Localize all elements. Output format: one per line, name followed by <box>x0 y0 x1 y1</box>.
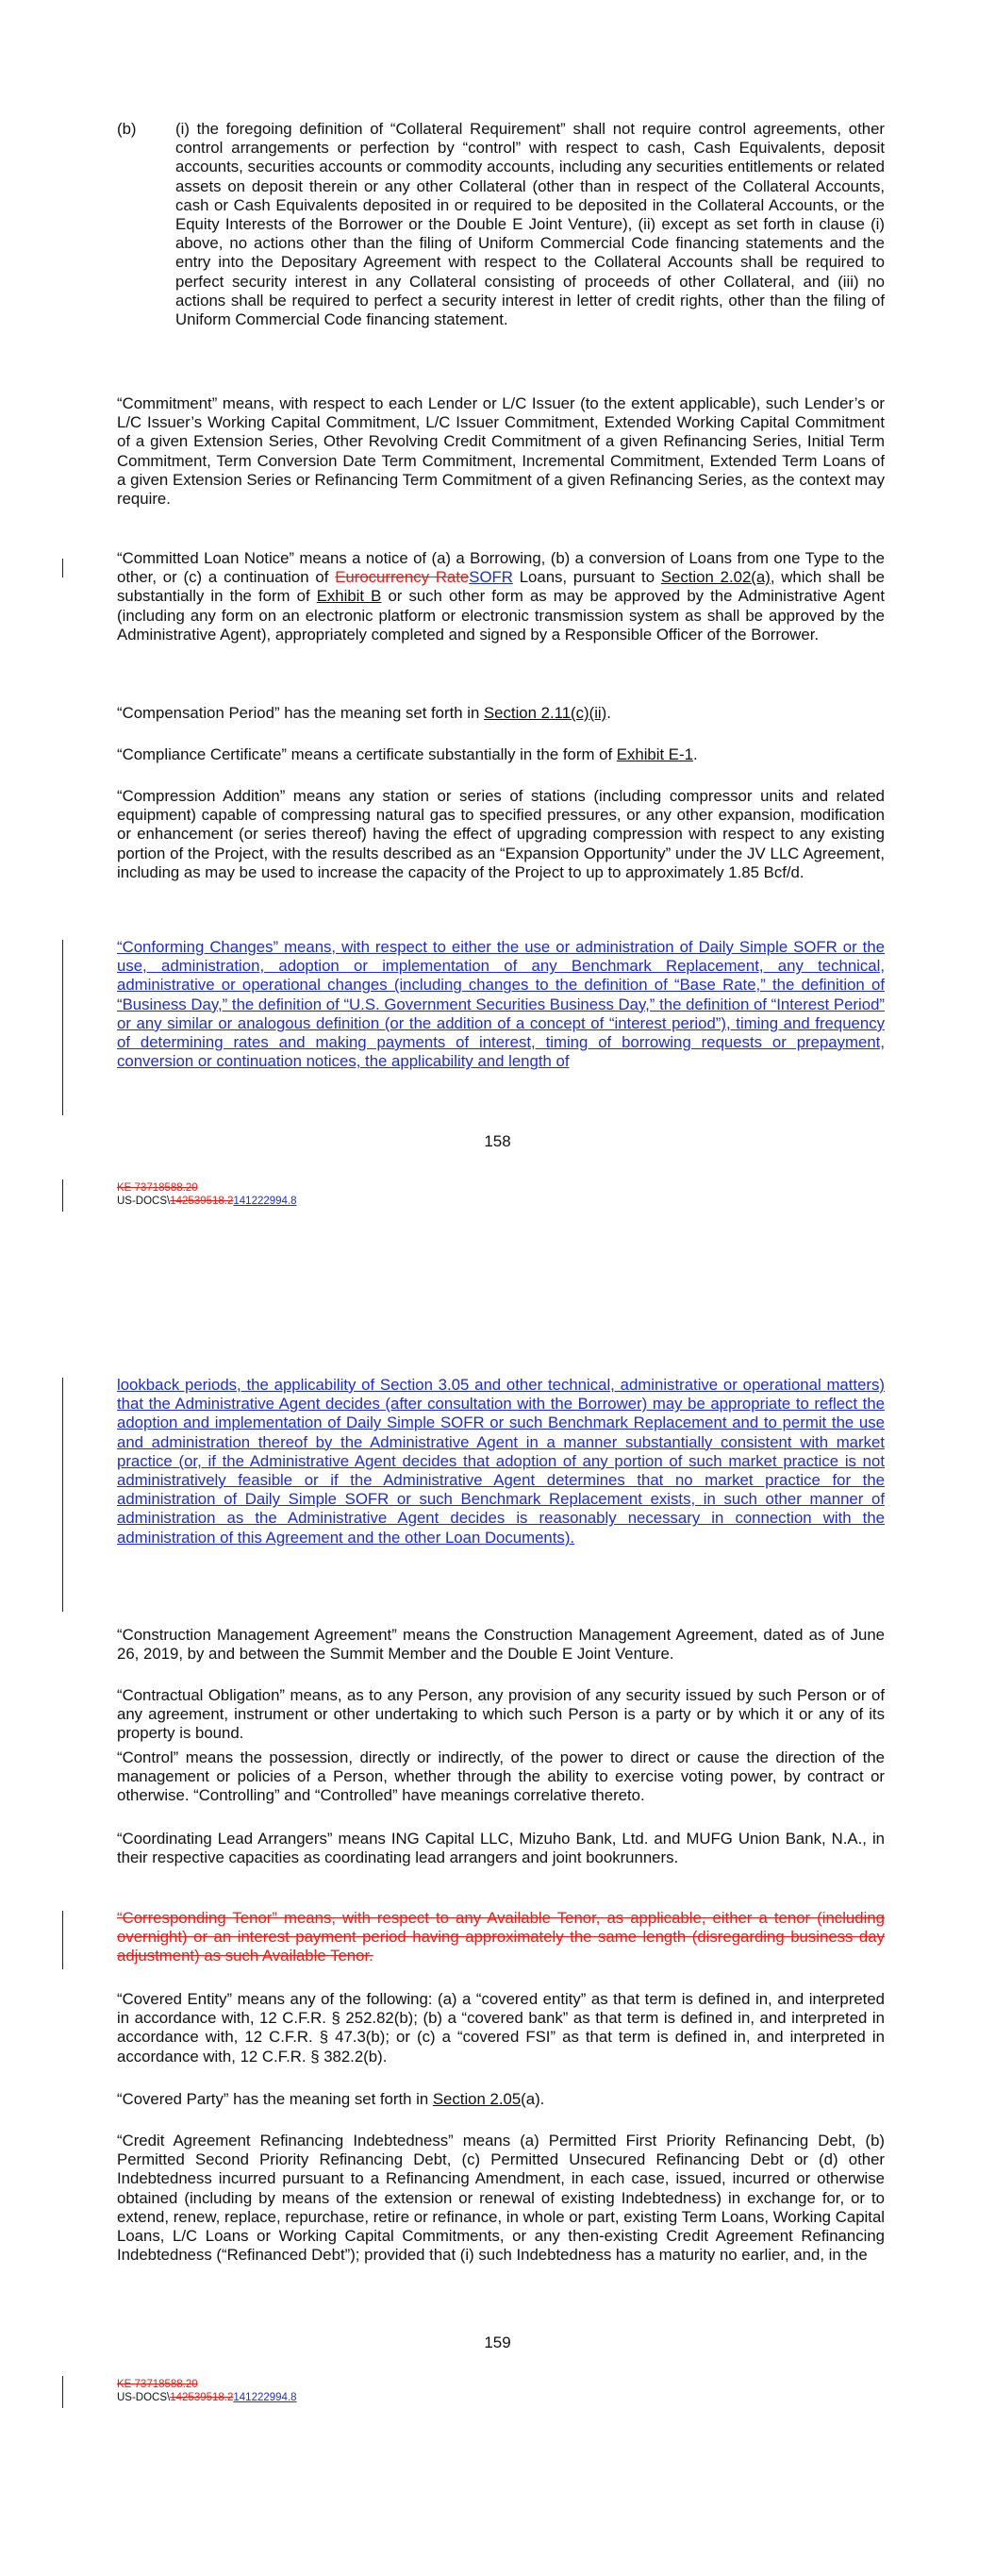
footer-current-id <box>117 1195 297 1208</box>
definition-text: Loans, pursuant to <box>512 568 661 587</box>
defined-term: “Covered Party” <box>117 2090 229 2108</box>
defined-term: “Compression Addition” <box>117 787 286 805</box>
definition-conforming-changes-inserted: “Conforming Changes” means, with respect to either the use or administration of Daily Simple SOFR or the use, administration, adoption or implementation of any Benchmark Replacement, any technical, administrative or operational changes (including changes to the definition of “Base Rate,” the definition of “Business Day,” the definition of “U.S. Government Securities Business Day,” the definition of “Interest Period” or any similar or analogous definition (or the addition of a concept of “interest period”), timing and frequency of determining rates and making payments of interest, timing of borrowing requests or prepayment, conversion or continuation notices, the applicability and length of <box>117 938 885 1071</box>
page-number: 159 <box>484 2333 511 2351</box>
defined-term: “Contractual Obligation” <box>117 1686 286 1704</box>
page-number: 158 <box>484 1132 511 1150</box>
definition-compliance-certificate <box>117 745 885 764</box>
footer-prefix: US-DOCS\ <box>117 1196 171 1207</box>
exhibit-reference-link[interactable]: Exhibit B <box>316 587 382 606</box>
change-bar <box>62 2376 63 2408</box>
defined-term: “Controlled” <box>314 1786 398 1805</box>
change-bar <box>62 559 63 577</box>
footer-doc-id <box>117 2378 297 2404</box>
definition-text: means the Construction Management Agreement, dated as of June 26, 2019, by and between the Summit Member and the Double E Joint Venture. <box>117 1626 885 1664</box>
defined-term: “Credit Agreement Refinancing Indebtedness” <box>117 2132 454 2149</box>
defined-term: “Controlling” <box>193 1786 280 1805</box>
footer-old-number: 142539518.2 <box>170 2392 234 2403</box>
exhibit-reference-link[interactable]: Exhibit E-1 <box>616 745 693 763</box>
definition-text: means any of the following: (a) a “covered entity” as that term is defined in, and interpreted in accordance with, 12 C.F.R. § 252.82(b); (b) a “covered bank” as that term is defined in, and interpreted in accordance with, 12 C.F.R. § 47.3(b); or (c) a “covered FSI” as that term is defined in, and interpreted in accordance with, 12 C.F.R. § 382.2(b). <box>117 1990 885 2066</box>
definition-text: and <box>279 1786 315 1805</box>
defined-term: “Construction Management Agreement” <box>117 1626 397 1644</box>
definition-corresponding-tenor-deleted: “Corresponding Tenor” means, with respect to any Available Tenor, as applicable, either a tenor (including overnight) or an interest payment period having approximately the same length (disregarding business day adjustment) as such Available Tenor. <box>117 1909 885 1965</box>
change-bar <box>62 1179 63 1212</box>
definition-text: means any station or series of stations (including compressor units and related equipment) capable of compressing natural gas to specified pressures, or any other expansion, modification or enhancement (or series thereof) having the effect of upgrading compression with respect to any existing portion of the Project, with the results described as an “Expansion Opportunity” under the JV LLC Agreement, including as may be used to increase the capacity of the Project to up to approximately 1.85 Bcf/d. <box>117 787 885 881</box>
section-reference-link[interactable]: Section 2.05 <box>432 2090 522 2108</box>
definition-text: or such other form as may be approved by the Administrative Agent (including any form on an electronic platform or electronic transmission system as shall be approved by the Administrative Agent), appropriately completed and signed by a Responsible Officer of the Borrower. <box>117 587 886 644</box>
change-bar <box>62 1911 63 1969</box>
deleted-text: Eurocurrency Rate <box>335 568 470 587</box>
definition-text: means the possession, directly or indirectly, of the power to direct or cause the direction of the management or policies of a Person, whether through the ability to exercise voting power, by contract or otherwise. <box>117 1748 885 1805</box>
defined-term: “Committed Loan Notice” <box>117 549 295 567</box>
defined-term: “Control” <box>117 1748 179 1766</box>
definition-compression-addition <box>117 787 885 882</box>
definition-commitment <box>117 394 885 509</box>
footer-deleted-id: KE 73718588.20 <box>117 2379 198 2390</box>
definition-credit-agreement-refinancing-indebtedness <box>117 2132 885 2265</box>
definition-text: (a). <box>521 2090 545 2108</box>
change-bar <box>62 940 63 1115</box>
footer-prefix: US-DOCS\ <box>117 2392 171 2403</box>
page-159 <box>0 1255 995 2576</box>
defined-term: “Covered Entity” <box>117 1990 233 2008</box>
definition-text: means, with respect to each Lender or L/C Issuer (to the extent applicable), such Lender’s or L/C Issuer’s Working Capital Commitment, L/C Issuer Commitment, Extended Working Capital Commitment of a given Extension Series, Other Revolving Credit Commitment of a given Refinancing Series, Initial Term Commitment, Term Conversion Date Term Commitment, Incremental Commitment, Extended Term Loans of a given Extension Series or Refinancing Term Commitment of a given Refinancing Series, as the context may require. <box>117 394 885 509</box>
inserted-text: SOFR <box>469 568 513 587</box>
defined-term: “Coordinating Lead Arrangers” <box>117 1830 333 1848</box>
definition-covered-entity <box>117 1990 885 2066</box>
change-bar <box>62 1378 63 1612</box>
definition-text: means a notice of (a) a Borrowing, (b) a conversion of Loans from one Type to the other, or (c) a continuation of <box>117 549 886 587</box>
definition-conforming-changes-continued: lookback periods, the applicability of Section 3.05 and other technical, administrative or operational matters) that the Administrative Agent decides (after consultation with the Borrower) may be appropriate to reflect the adoption and implementation of Daily Simple SOFR or such Benchmark Replacement and to permit the use and administration thereof by the Administrative Agent in a manner substantially consistent with market practice (or, if the Administrative Agent decides that adoption of any portion of such market practice is not administratively feasible or if the Administrative Agent determines that no market practice for the administration of Daily Simple SOFR or such Benchmark Replacement exists, in such other manner of administration as the Administrative Agent decides is reasonably necessary in connection with the administration of this Agreement and the other Loan Documents). <box>117 1376 885 1547</box>
defined-term: “Compensation Period” <box>117 704 280 722</box>
definition-covered-party <box>117 2090 885 2109</box>
definition-text: means ING Capital LLC, Mizuho Bank, Ltd. and MUFG Union Bank, N.A., in their respective capacities as coordinating lead arrangers and joint bookrunners. <box>117 1830 886 1867</box>
definition-contractual-obligation <box>117 1686 885 1744</box>
definition-compensation-period <box>117 704 885 723</box>
definition-text: , which shall be substantially in the form of <box>117 568 886 606</box>
definition-committed-loan-notice <box>117 549 885 644</box>
clause-b-label: (b) <box>117 120 137 138</box>
footer-new-number: 141222994.8 <box>233 1196 297 1207</box>
punctuation: . <box>692 745 698 763</box>
footer-old-number: 142539518.2 <box>170 1196 234 1207</box>
definition-text: has the meaning set forth in <box>228 2090 433 2108</box>
definition-text: have meanings correlative thereto. <box>397 1786 645 1805</box>
footer-deleted-id: KE 73718588.20 <box>117 1182 198 1194</box>
definition-text: means a certificate substantially in the form of <box>287 745 617 763</box>
footer-new-number: 141222994.8 <box>233 2392 297 2403</box>
punctuation: . <box>606 704 611 722</box>
section-reference-link[interactable]: Section 2.02(a) <box>660 568 771 587</box>
definition-text: has the meaning set forth in <box>279 704 484 722</box>
definition-text: means, as to any Person, any provision of any security issued by such Person or of any agreement, instrument or other undertaking to which such Person is a party or by which it or any of its property is bound. <box>117 1686 885 1743</box>
defined-term: “Commitment” <box>117 394 218 412</box>
clause-b-text: (i) the foregoing definition of “Collateral Requirement” shall not require control agreements, other control arrangements or perfection by “control” with respect to cash, Cash Equivalents, deposit accounts, securities accounts or commodity accounts, including any securities entitlements or related assets on deposit therein or any other Collateral (other than in respect of the Collateral Accounts, cash or Cash Equivalents deposited in or required to be deposited in the Collateral Accounts, or the Equity Interests of the Borrower or the Double E Joint Venture), (ii) except as set forth in clause (i) above, no actions other than the filing of Uniform Commercial Code financing statements and the entry into the Depositary Agreement with respect to the Collateral Accounts shall be required to perfect security interest in any Collateral consisting of proceeds of other Collateral, and (iii) no actions shall be required to perfect a security interest in letter of credit rights, other than the filing of Uniform Commercial Code financing statement. <box>175 120 885 329</box>
definition-coordinating-lead-arrangers <box>117 1830 885 1867</box>
footer-current-id <box>117 2391 297 2404</box>
definition-text: means (a) Permitted First Priority Refinancing Debt, (b) Permitted Second Priority Refinancing Debt, (c) Permitted Unsecured Refinancing Debt or (d) other Indebtedness incurred pursuant to a Refinancing Amendment, in each case, issued, incurred or otherwise obtained (including by means of the extension or renewal of existing Indebtedness) in exchange for, or to extend, renew, replace, repurchase, retire or refinance, in whole or part, existing Term Loans, Working Capital Loans, L/C Loans or Working Capital Commitments, or any then-existing Credit Agreement Refinancing Indebtedness (“Refinanced Debt”); provided that (i) such Indebtedness has a maturity no earlier, and, in the <box>117 2132 885 2265</box>
footer-doc-id <box>117 1181 297 1208</box>
definition-control <box>117 1748 885 1806</box>
defined-term: “Compliance Certificate” <box>117 745 287 763</box>
section-reference-link[interactable]: Section 2.11(c)(ii) <box>483 704 607 722</box>
page-158 <box>0 0 995 1255</box>
definition-construction-management-agreement <box>117 1626 885 1664</box>
